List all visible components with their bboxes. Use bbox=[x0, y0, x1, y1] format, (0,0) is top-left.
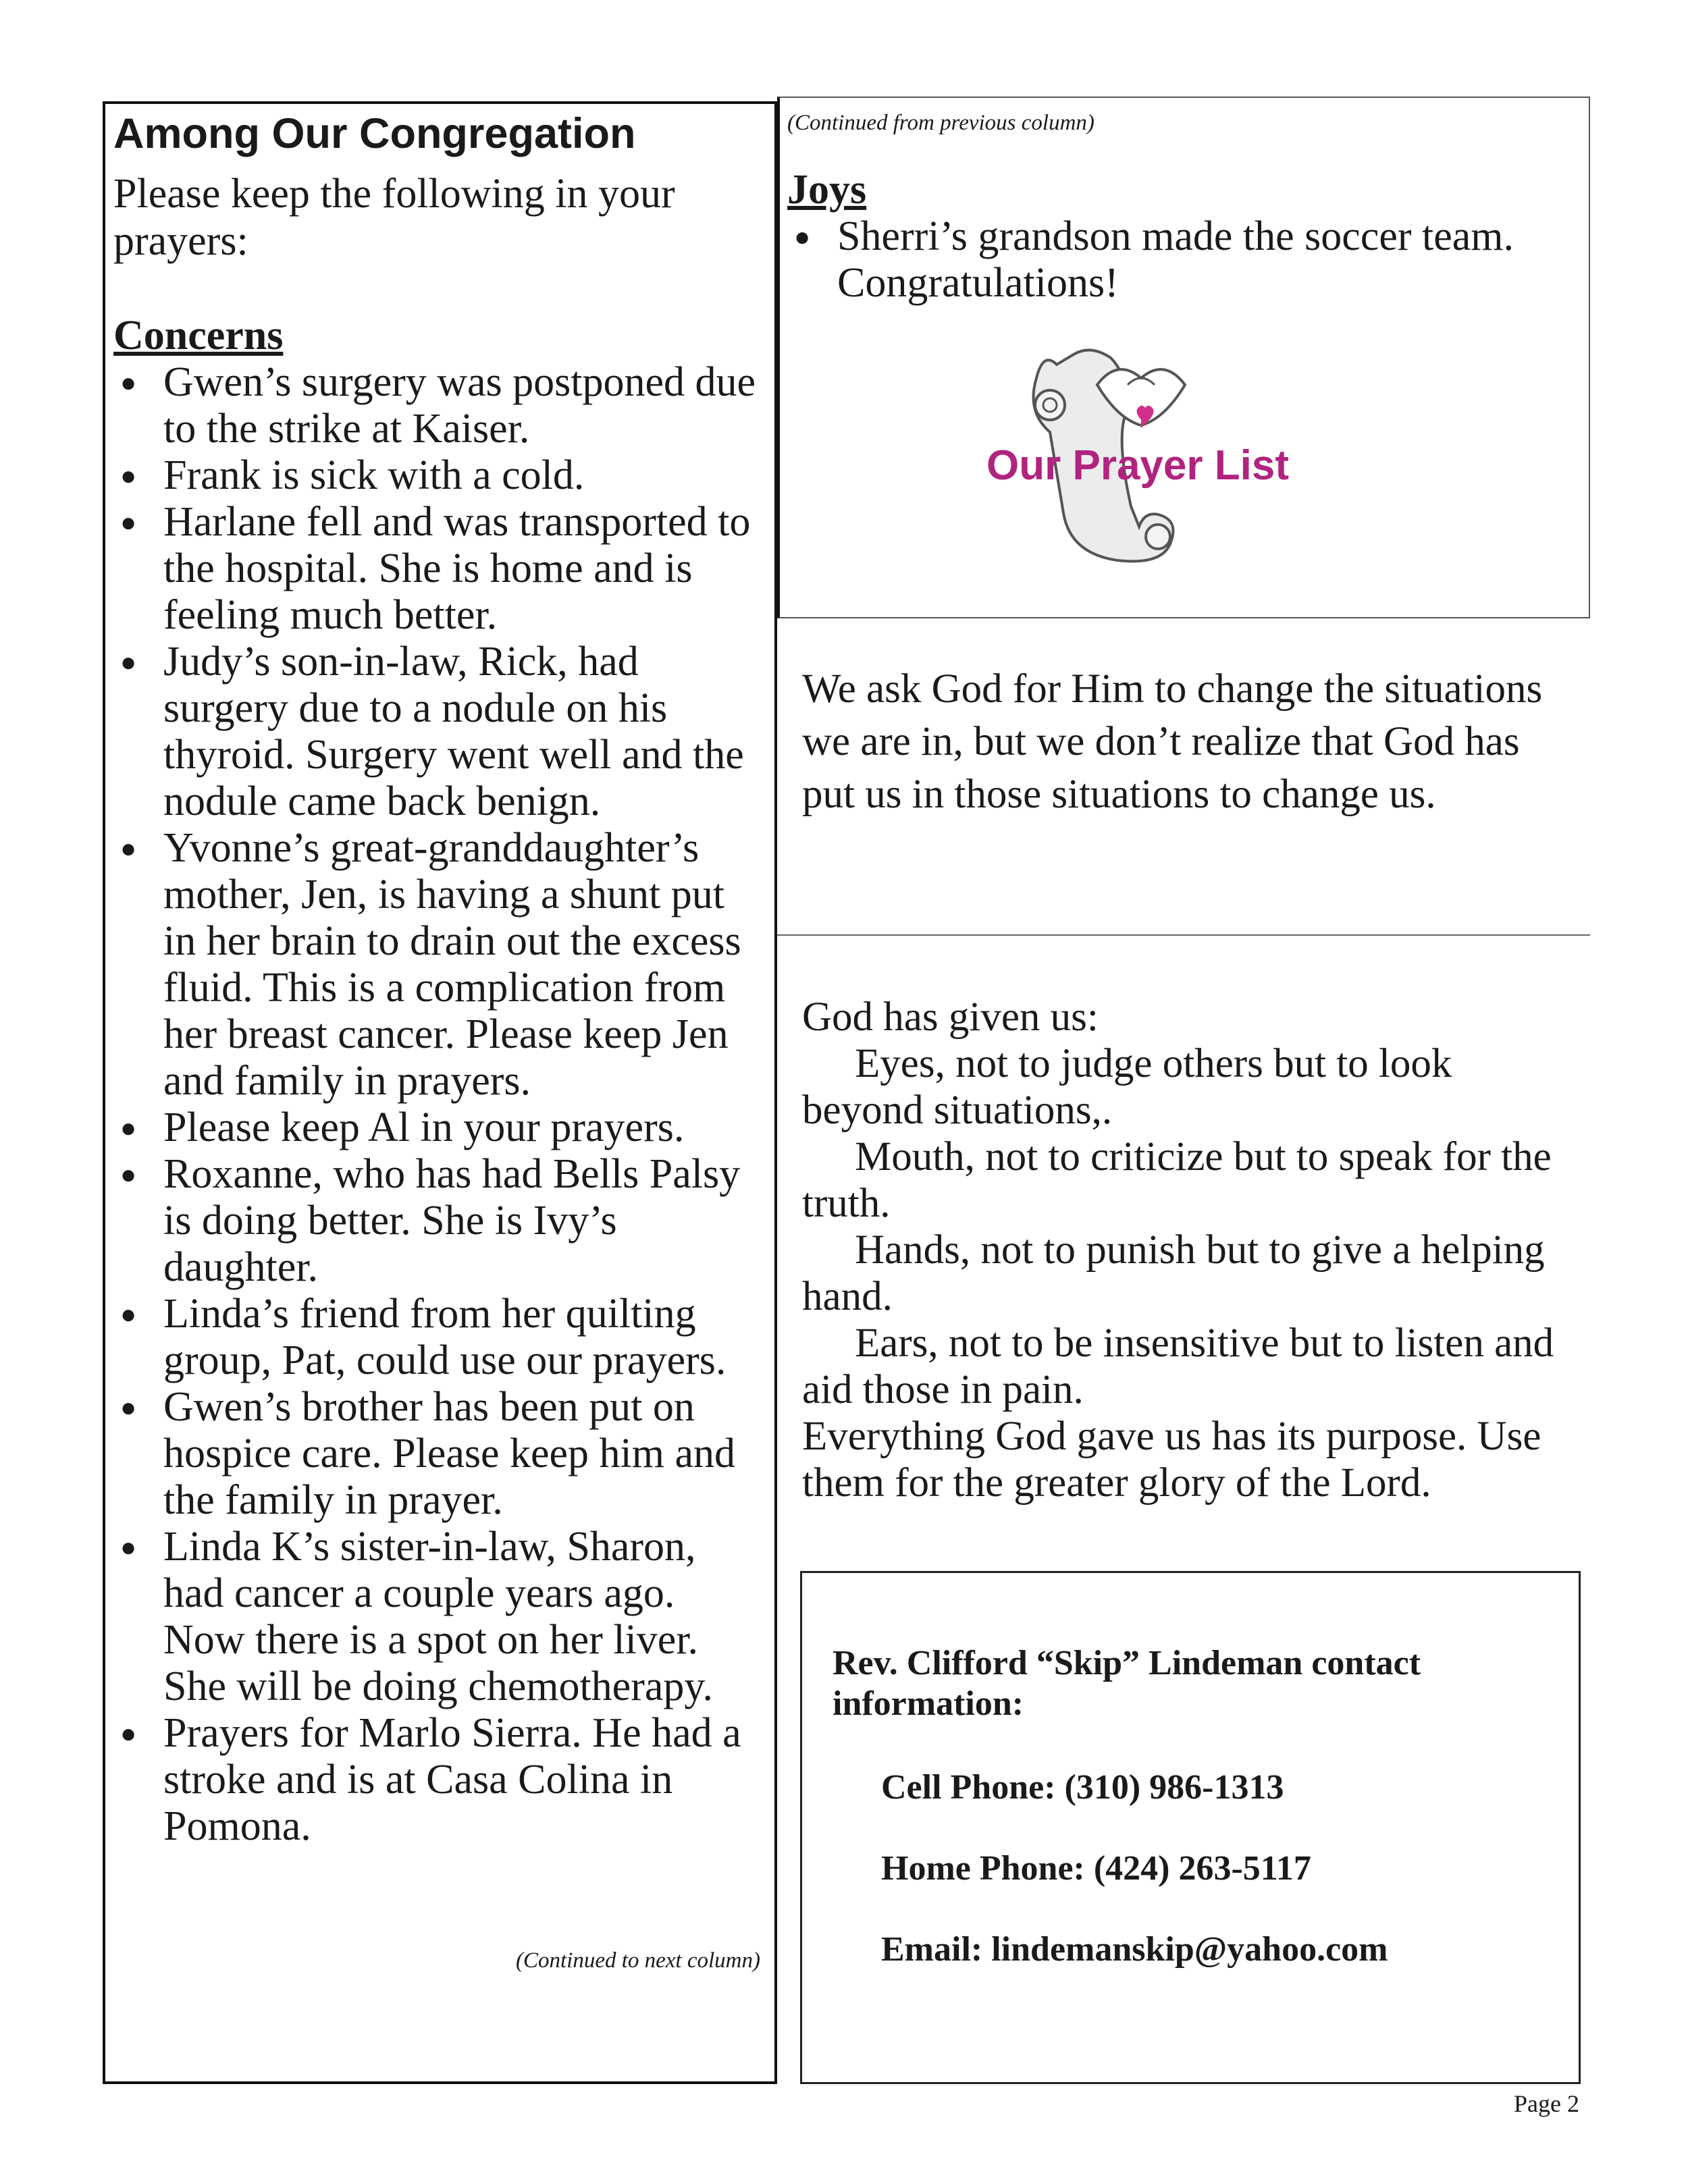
bullet-icon: ● bbox=[120, 1299, 137, 1329]
home-phone: Home Phone: (424) 263-5117 bbox=[881, 1849, 1311, 1888]
list-item bbox=[113, 1151, 762, 1291]
section-divider bbox=[777, 934, 1590, 936]
list-item bbox=[113, 1104, 762, 1151]
list-item bbox=[113, 359, 762, 452]
concern-text: Please keep Al in your prayers. bbox=[163, 1104, 685, 1150]
concern-text: Frank is sick with a cold. bbox=[163, 452, 585, 498]
continued-from-previous-note: (Continued from previous column) bbox=[787, 111, 1094, 135]
bullet-icon: ● bbox=[120, 367, 137, 398]
gifts-closing: Everything God gave us has its purpose. Use them for the greater glory of the Lord. bbox=[802, 1414, 1541, 1506]
concern-text: Prayers for Marlo Sierra. He had a stroke and is at Casa Colina in Pomona. bbox=[163, 1710, 741, 1849]
bullet-icon: ● bbox=[120, 1392, 137, 1422]
gifts-passage bbox=[802, 994, 1579, 1506]
bullet-icon: ● bbox=[120, 1159, 137, 1190]
list-item bbox=[787, 213, 1584, 307]
list-item bbox=[113, 1710, 762, 1850]
concern-text: Gwen’s brother has been put on hospice care. Please keep him and the family in prayer. bbox=[163, 1384, 735, 1523]
gifts-intro: God has given us: bbox=[802, 994, 1099, 1040]
list-item bbox=[113, 1524, 762, 1710]
email-address: Email: lindemanskip@yahoo.com bbox=[881, 1930, 1388, 1969]
bullet-icon: ● bbox=[120, 1113, 137, 1143]
concern-text: Yvonne’s great-granddaughter’s mother, Jen, is having a shunt put in her brain to drain out the excess fluid. This is a complication from her breast cancer. Please keep Jen and family in prayers. bbox=[163, 825, 741, 1104]
intro-text: Please keep the following in your prayers: bbox=[113, 171, 675, 264]
gift-mouth: Mouth, not to criticize but to speak for the truth. bbox=[802, 1134, 1552, 1226]
concern-text: Judy’s son-in-law, Rick, had surgery due to a nodule on his thyroid. Surgery went well and the nodule came back benign. bbox=[163, 639, 744, 824]
bullet-icon: ● bbox=[120, 647, 137, 677]
gift-ears: Ears, not to be insensitive but to listen and aid those in pain. bbox=[802, 1321, 1554, 1412]
section-heading: Among Our Congregation bbox=[113, 110, 636, 157]
list-item bbox=[113, 825, 762, 1104]
bullet-icon: ● bbox=[120, 460, 137, 491]
joy-text: Sherri’s grandson made the soccer team. Congratulations! bbox=[837, 213, 1514, 306]
concern-text: Harlane fell and was transported to the hospital. She is home and is feeling much better. bbox=[163, 499, 751, 638]
list-item bbox=[113, 452, 762, 499]
list-item bbox=[113, 1384, 762, 1524]
cell-phone: Cell Phone: (310) 986-1313 bbox=[881, 1768, 1284, 1807]
gift-hands: Hands, not to punish but to give a helping hand. bbox=[802, 1227, 1545, 1319]
concern-text: Gwen’s surgery was postponed due to the strike at Kaiser. bbox=[163, 359, 756, 452]
joys-list bbox=[787, 213, 1584, 307]
concern-text: Linda K’s sister-in-law, Sharon, had cancer a couple years ago. Now there is a spot on her liver. She will be doing chemotherapy. bbox=[163, 1524, 713, 1709]
contact-title: Rev. Clifford “Skip” Lindeman contact information: bbox=[833, 1644, 1421, 1723]
prayer-list-title: Our Prayer List bbox=[986, 442, 1289, 489]
continued-to-next-note: (Continued to next column) bbox=[515, 1948, 760, 1973]
gift-eyes: Eyes, not to judge others but to look beyond situations,. bbox=[802, 1041, 1452, 1133]
joys-title: Joys bbox=[787, 167, 867, 213]
bullet-icon: ● bbox=[120, 507, 137, 537]
concern-text: Roxanne, who has had Bells Palsy is doing better. She is Ivy’s daughter. bbox=[163, 1151, 741, 1290]
concern-text: Linda’s friend from her quilting group, Pat, could use our prayers. bbox=[163, 1291, 727, 1383]
list-item bbox=[113, 639, 762, 825]
bullet-icon: ● bbox=[794, 221, 811, 252]
prayer-list-scroll-image bbox=[962, 338, 1313, 574]
bullet-icon: ● bbox=[120, 833, 137, 863]
bullet-icon: ● bbox=[120, 1718, 137, 1749]
list-item bbox=[113, 1291, 762, 1384]
concerns-title: Concerns bbox=[113, 313, 284, 358]
concerns-list bbox=[113, 359, 762, 1850]
bullet-icon: ● bbox=[120, 1532, 137, 1562]
page-number: Page 2 bbox=[1514, 2090, 1579, 2117]
list-item bbox=[113, 499, 762, 639]
quote-text: We ask God for Him to change the situations we are in, but we don’t realize that God has put us in those situations to change us. bbox=[802, 666, 1543, 817]
